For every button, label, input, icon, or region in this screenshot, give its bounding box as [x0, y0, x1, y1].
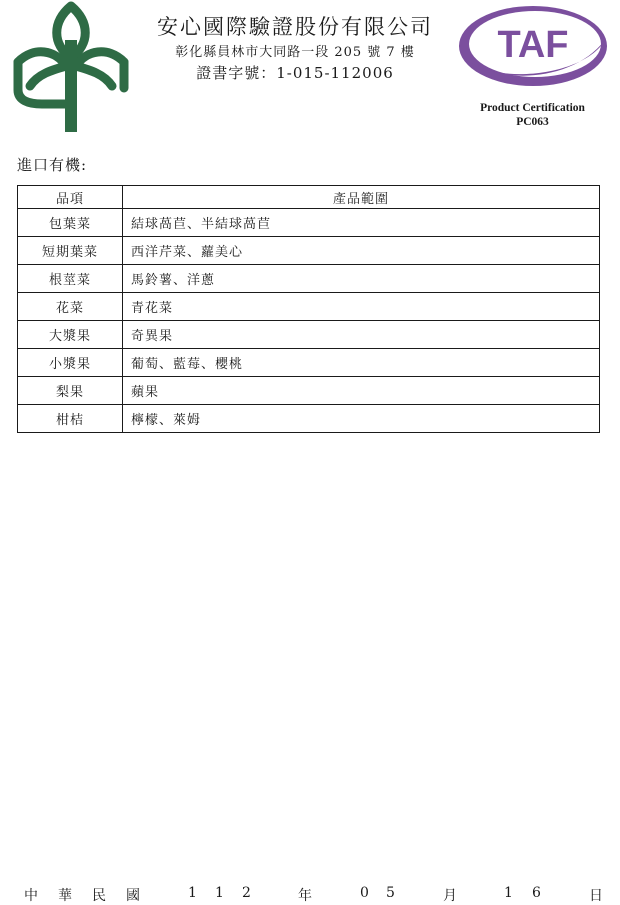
row-scope: 馬鈴薯、洋蔥: [123, 265, 600, 293]
taf-logo-text: TAF: [497, 24, 569, 66]
table-row: [18, 293, 600, 321]
date-era-char: 民: [92, 888, 106, 904]
company-header: [140, 14, 450, 83]
date-year-digit: 2: [242, 885, 251, 901]
row-item: 根莖菜: [18, 265, 123, 293]
row-item: 大漿果: [18, 321, 123, 349]
date-month-digit: 5: [386, 885, 395, 901]
table-header-row: [18, 186, 600, 209]
row-scope: 檸檬、萊姆: [123, 405, 600, 433]
table-row: [18, 321, 600, 349]
company-address: 彰化縣員林市大同路一段 205 號 7 樓: [175, 45, 415, 60]
row-item: 梨果: [18, 377, 123, 405]
date-month-digit: 0: [360, 885, 369, 901]
table-row: [18, 349, 600, 377]
issue-date: [0, 885, 620, 903]
taf-logo-icon: [455, 0, 611, 92]
table-row: [18, 265, 600, 293]
taf-cert-type: Product Certification: [480, 102, 585, 114]
taf-certification: [460, 101, 605, 129]
row-item: 花菜: [18, 293, 123, 321]
table-row: [18, 237, 600, 265]
row-scope: 西洋芹菜、蘿美心: [123, 237, 600, 265]
table-row: [18, 377, 600, 405]
date-year-digit: 1: [188, 885, 197, 901]
date-day-digit: 1: [504, 885, 513, 901]
company-logo-icon: [8, 0, 134, 134]
certificate-number: 證書字號：1-015-112006: [196, 64, 394, 82]
row-item: 包葉菜: [18, 209, 123, 237]
header-scope: 產品範圍: [123, 186, 600, 209]
table-row: [18, 209, 600, 237]
row-item: 小漿果: [18, 349, 123, 377]
row-item: 短期葉菜: [18, 237, 123, 265]
company-name: 安心國際驗證股份有限公司: [157, 15, 433, 39]
date-day-label: 日: [589, 888, 603, 904]
date-year-label: 年: [298, 888, 312, 904]
row-item: 柑桔: [18, 405, 123, 433]
date-year-digit: 1: [215, 885, 224, 901]
header-item: 品項: [18, 186, 123, 209]
row-scope: 青花菜: [123, 293, 600, 321]
taf-cert-code: PC063: [516, 116, 549, 128]
table-row: [18, 405, 600, 433]
row-scope: 蘋果: [123, 377, 600, 405]
section-title: 進口有機:: [17, 156, 88, 174]
date-era-char: 中: [24, 888, 38, 904]
date-era-char: 華: [58, 888, 72, 904]
date-month-label: 月: [443, 888, 457, 904]
row-scope: 結球萵苣、半結球萵苣: [123, 209, 600, 237]
date-era-char: 國: [126, 888, 140, 904]
scope-table: [17, 185, 600, 433]
row-scope: 奇異果: [123, 321, 600, 349]
date-day-digit: 6: [532, 885, 541, 901]
row-scope: 葡萄、藍莓、櫻桃: [123, 349, 600, 377]
